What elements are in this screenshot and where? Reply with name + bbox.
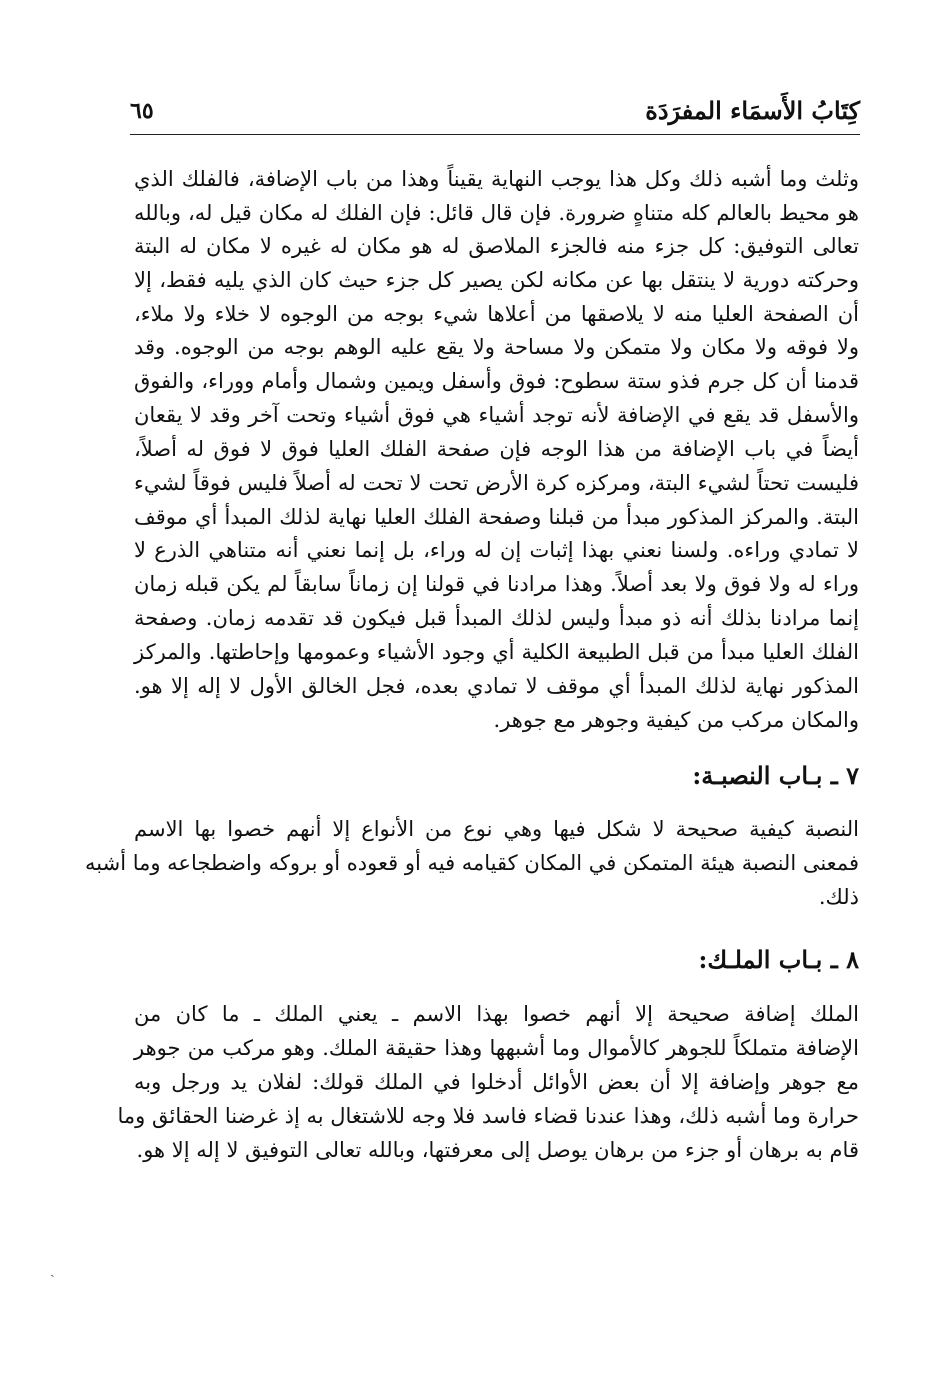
section-heading-7: ٧ ـ بـاب النصبـة:: [692, 761, 859, 790]
running-head: [130, 92, 860, 136]
text-line: النصبة كيفية صحيحة لا شكل فيها وهي نوع من الأنواع إلا أنهم خصوا بها الاسم: [134, 817, 859, 841]
text-line: ذلك.: [818, 885, 859, 909]
section-heading-8: ٨ ـ بـاب الملـك:: [698, 945, 859, 974]
text-line: حرارة وما أشبه ذلك، وهذا عندنا قضاء فاسد فلا وجه للاشتغال به إذ غرضنا الحقائق وما: [117, 1104, 859, 1128]
text-line: أيضاً في باب الإضافة من هذا الوجه فإن صفحة الفلك العليا فوق لا فوق له أصلاً،: [134, 437, 859, 461]
text-line: الإضافة متملكاً للجوهر كالأموال وما أشبهها وهذا حقيقة الملك. وهو مركب من جوهر: [134, 1036, 859, 1060]
text-line: لا تمادي وراءه. ولسنا نعني بهذا إثبات إن له وراء، بل إنما نعني أنه متناهي الذرع لا: [134, 538, 859, 562]
header-rule: [130, 134, 860, 135]
text-line: إنما مرادنا بذلك أنه ذو مبدأ وليس لذلك المبدأ قبل فيكون قد تقدمه زمان. وصفحة: [134, 606, 859, 630]
margin-mark: ˏ: [50, 1262, 55, 1278]
page-number: ٦٥: [130, 98, 154, 124]
text-line: ولا فوقه ولا مكان ولا متمكن ولا مساحة ولا يقع عليه الوهم بوجه من الوجوه. وقد: [134, 335, 859, 359]
text-line: مع جوهر وإضافة إلا أن بعض الأوائل أدخلوا في الملك قولك: لفلان يد ورجل وبه: [134, 1070, 859, 1094]
text-line: فمعنى النصبة هيئة المتمكن في المكان كقيامه فيه أو قعوده أو بروكه واضطجاعه وما أشبه: [85, 851, 859, 875]
text-line: وثلث وما أشبه ذلك وكل هذا يوجب النهاية يقيناً وهذا من باب الإضافة، فالفلك الذي: [134, 167, 859, 191]
text-line: الفلك العليا مبدأ من قبل الطبيعة الكلية أي وجود الأشياء وعمومها وإحاطتها. والمركز: [134, 640, 859, 664]
text-line: وراء له ولا فوق ولا بعد أصلاً. وهذا مرادنا في قولنا إن زماناً سابقاً لم يكن قبله زمان: [134, 572, 859, 596]
text-line: والمكان مركب من كيفية وجوهر مع جوهر.: [493, 708, 859, 732]
text-line: قدمنا أن كل جرم فذو ستة سطوح: فوق وأسفل ويمين وشمال وأمام ووراء، والفوق: [134, 369, 859, 393]
text-line: فليست تحتاً لشيء البتة، ومركزه كرة الأرض تحت لا تحت له أصلاً فليس فوقاً لشيء: [134, 471, 859, 495]
text-line: الملك إضافة صحيحة إلا أنهم خصوا بهذا الاسم ـ يعني الملك ـ ما كان من: [134, 1002, 859, 1026]
text-line: والأسفل قد يقع في الإضافة لأنه توجد أشياء هي فوق أشياء وتحت آخر وقد لا يقعان: [134, 403, 859, 427]
text-line: هو محيط بالعالم كله متناهٍ ضرورة. فإن قال قائل: فإن الفلك له مكان قيل له، وبالله: [134, 201, 859, 225]
text-line: تعالى التوفيق: كل جزء منه فالجزء الملاصق له هو مكان له غيره لا مكان له البتة: [134, 234, 859, 258]
text-line: قام به برهان أو جزء من برهان يوصل إلى معرفتها، وبالله تعالى التوفيق لا إله إلا هو.: [136, 1138, 859, 1162]
text-line: البتة. والمركز المذكور مبدأ من قبلنا وصفحة الفلك العليا نهاية لذلك المبدأ أي موقف: [134, 505, 859, 529]
book-title: كِتَابُ الأَسمَاء المفرَدَة: [645, 96, 860, 125]
text-line: وحركته دورية لا ينتقل بها عن مكانه لكن يصير كل جزء حيث كان الذي يليه فقط، إلا: [134, 268, 859, 292]
text-line: أن الصفحة العليا منه لا يلاصقها من أعلاها شيء بوجه من الوجوه لا خلاء ولا ملاء،: [134, 302, 859, 326]
text-line: المذكور نهاية لذلك المبدأ أي موقف لا تمادي بعده، فجل الخالق الأول لا إله إلا هو.: [134, 674, 859, 698]
